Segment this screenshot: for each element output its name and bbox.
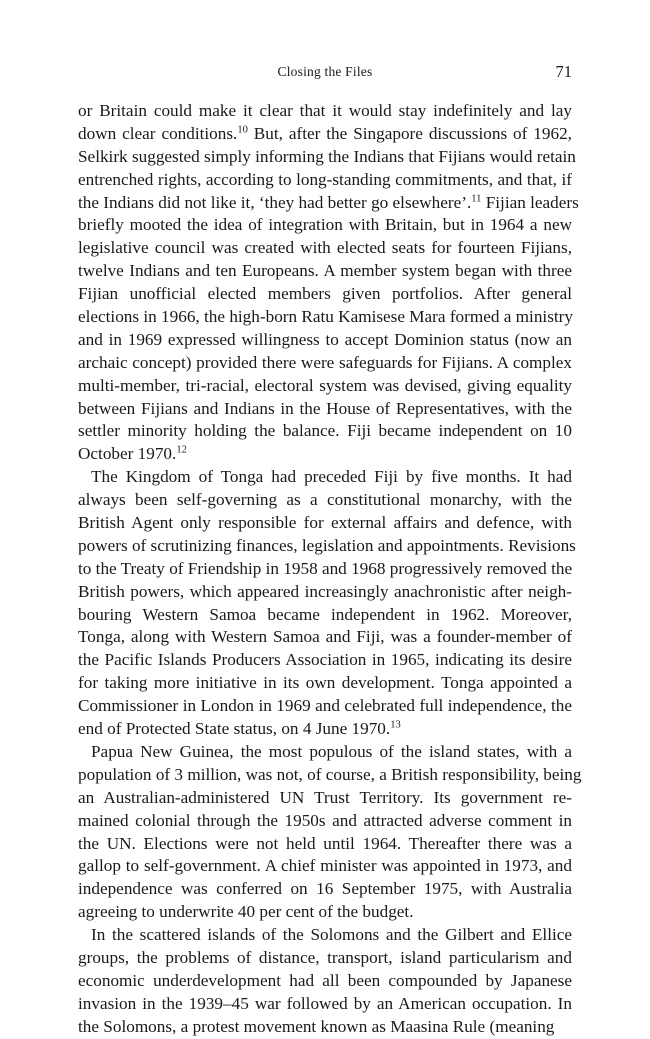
text-segment: Fijian unofficial elected members given portfolios. After general bbox=[78, 284, 572, 304]
text-segment: economic underdevelopment had all been compounded by Japanese bbox=[78, 970, 572, 990]
text-line bbox=[78, 695, 572, 718]
text-segment: powers of scrutinizing finances, legislation and appointments. Revisions bbox=[78, 535, 576, 555]
text-line bbox=[78, 787, 572, 810]
text-line bbox=[78, 169, 572, 192]
text-line bbox=[78, 512, 572, 535]
text-line bbox=[78, 375, 572, 398]
footnote-reference: 13 bbox=[390, 719, 401, 731]
text-segment: The Kingdom of Tonga had preceded Fiji by five months. It had bbox=[91, 467, 572, 487]
text-segment: for taking more initiative in its own development. Tonga appointed a bbox=[78, 673, 572, 693]
text-segment: invasion in the 1939–45 war followed by an American occupation. In bbox=[78, 993, 572, 1013]
text-line bbox=[78, 306, 572, 329]
text-line bbox=[78, 924, 572, 947]
text-segment: But, after the Singapore discussions of 1962, bbox=[247, 123, 572, 143]
text-line bbox=[78, 489, 572, 512]
body-text bbox=[78, 100, 582, 1039]
footnote-reference: 10 bbox=[237, 124, 248, 136]
text-segment: British Agent only responsible for external affairs and defence, with bbox=[78, 513, 572, 533]
text-line bbox=[78, 283, 572, 306]
text-line bbox=[78, 718, 572, 741]
text-segment: the UN. Elections were not held until 1964. Thereafter there was a bbox=[78, 833, 572, 853]
text-segment: mained colonial through the 1950s and attracted adverse comment in bbox=[78, 810, 572, 830]
text-segment: In the scattered islands of the Solomons and the Gilbert and Ellice bbox=[91, 925, 572, 945]
text-segment: legislative council was created with elected seats for fourteen Fijians, bbox=[78, 238, 572, 258]
text-segment: end of Protected State status, on 4 June 1970. bbox=[78, 719, 391, 739]
text-segment: population of 3 million, was not, of course, a British responsibility, being bbox=[78, 764, 582, 784]
text-segment: British powers, which appeared increasingly anachronistic after neigh- bbox=[78, 581, 572, 601]
text-line bbox=[78, 192, 579, 215]
running-title: Closing the Files bbox=[277, 64, 373, 79]
text-line bbox=[78, 237, 572, 260]
text-line bbox=[78, 649, 572, 672]
text-line bbox=[78, 993, 572, 1016]
text-segment: independence was conferred on 16 September 1975, with Australia bbox=[78, 879, 572, 899]
text-line bbox=[78, 604, 572, 627]
text-line bbox=[78, 260, 572, 283]
text-line bbox=[78, 626, 572, 649]
footnote-reference: 12 bbox=[176, 444, 187, 456]
text-segment: archaic concept) provided there were safeguards for Fijians. A complex bbox=[78, 352, 572, 372]
text-line bbox=[78, 443, 572, 466]
text-segment: settler minority holding the balance. Fiji became independent on 10 bbox=[78, 421, 572, 441]
text-line bbox=[78, 970, 572, 993]
text-line bbox=[78, 855, 572, 878]
text-line bbox=[78, 810, 572, 833]
text-line bbox=[78, 672, 572, 695]
text-segment: Commissioner in London in 1969 and celebrated full independence, the bbox=[78, 696, 572, 716]
text-segment: briefly mooted the idea of integration with Britain, but in 1964 a new bbox=[78, 215, 572, 235]
text-segment: the Solomons, a protest movement known as Maasina Rule (meaning bbox=[78, 1016, 555, 1036]
text-line bbox=[78, 947, 572, 970]
text-segment: October 1970. bbox=[78, 444, 177, 464]
text-segment: multi-member, tri-racial, electoral system was devised, giving equality bbox=[78, 375, 572, 395]
text-segment: the Pacific Islands Producers Association in 1965, indicating its desire bbox=[78, 650, 572, 670]
text-segment: gallop to self-government. A chief minister was appointed in 1973, and bbox=[78, 856, 572, 876]
footnote-reference: 11 bbox=[471, 192, 482, 204]
text-line bbox=[78, 100, 572, 123]
text-segment: and in 1969 expressed willingness to accept Dominion status (now an bbox=[78, 329, 572, 349]
text-segment: down clear conditions. bbox=[78, 123, 238, 143]
text-line bbox=[78, 420, 572, 443]
text-segment: Tonga, along with Western Samoa and Fiji, was a founder-member of bbox=[78, 627, 572, 647]
text-segment: entrenched rights, according to long-standing commitments, and that, if bbox=[78, 169, 572, 189]
text-line bbox=[78, 398, 572, 421]
text-segment: Papua New Guinea, the most populous of the island states, with a bbox=[91, 741, 572, 761]
text-segment: or Britain could make it clear that it would stay indefinitely and lay bbox=[78, 101, 572, 120]
text-line bbox=[78, 123, 572, 146]
text-segment: twelve Indians and ten Europeans. A member system began with three bbox=[78, 261, 572, 281]
text-line bbox=[78, 764, 582, 787]
text-line bbox=[78, 878, 572, 901]
text-segment: bouring Western Samoa became independent in 1962. Moreover, bbox=[78, 604, 572, 624]
text-line bbox=[78, 558, 572, 581]
text-segment: always been self-governing as a constitutional monarchy, with the bbox=[78, 490, 572, 510]
text-line bbox=[78, 466, 572, 489]
text-line bbox=[78, 581, 572, 604]
text-segment: Selkirk suggested simply informing the Indians that Fijians would retain bbox=[78, 146, 576, 166]
text-segment: elections in 1966, the high-born Ratu Kamisese Mara formed a ministry bbox=[78, 307, 573, 327]
text-line bbox=[78, 741, 572, 764]
running-header bbox=[78, 64, 572, 86]
text-line bbox=[78, 833, 572, 856]
text-segment: groups, the problems of distance, transport, island particularism and bbox=[78, 947, 572, 967]
text-segment: an Australian-administered UN Trust Territory. Its government re- bbox=[78, 787, 572, 807]
text-line bbox=[78, 329, 572, 352]
page-number: 71 bbox=[555, 62, 572, 81]
text-segment: agreeing to underwrite 40 per cent of the budget. bbox=[78, 902, 414, 922]
text-line bbox=[78, 901, 572, 924]
text-line bbox=[78, 352, 572, 375]
text-segment: the Indians did not like it, ‘they had better go elsewhere’. bbox=[78, 192, 472, 212]
text-line bbox=[78, 535, 576, 558]
text-segment: Fijian leaders bbox=[481, 192, 579, 212]
text-line bbox=[78, 214, 572, 237]
text-segment: between Fijians and Indians in the House of Representatives, with the bbox=[78, 398, 572, 418]
text-line bbox=[78, 146, 576, 169]
text-segment: to the Treaty of Friendship in 1958 and 1968 progressively removed the bbox=[78, 558, 573, 578]
text-line bbox=[78, 1016, 572, 1039]
